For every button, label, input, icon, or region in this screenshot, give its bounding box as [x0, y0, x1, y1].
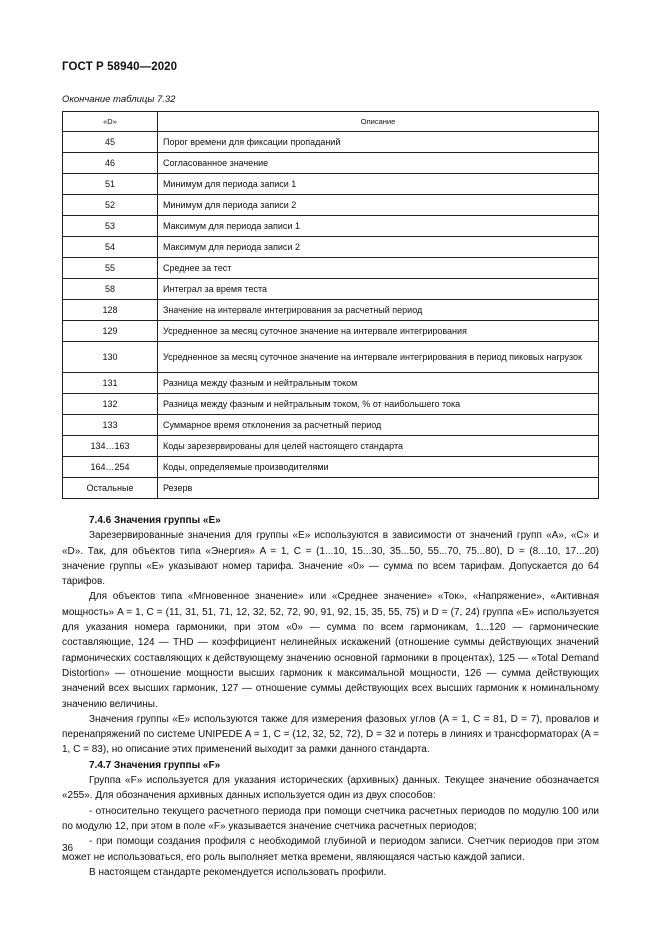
table-row: [63, 258, 599, 279]
code-cell: 129: [63, 321, 158, 342]
code-cell: 55: [63, 258, 158, 279]
codes-table: [62, 111, 599, 499]
description-cell: Максимум для периода записи 1: [158, 216, 599, 237]
code-cell: 46: [63, 153, 158, 174]
table-caption: Окончание таблицы 7.32: [62, 94, 176, 105]
description-cell: Суммарное время отклонения за расчетный период: [158, 415, 599, 436]
description-cell: Разница между фазным и нейтральным током, % от наибольшего тока: [158, 394, 599, 415]
code-cell: 132: [63, 394, 158, 415]
paragraph: Зарезервированные значения для группы «E» используются в зависимости от значений групп «A», «C» и «D». Так, для объектов типа «Энергия» A = 1, C = (1...10, 15...30, 35...50, 55...70, 75...80), D = (8...10, 17...20) значение группы «E» указывают номер тарифа. Значение «0» — сумма по всем тарифам. Допускается до 64 тарифов.: [62, 530, 599, 588]
description-cell: Резерв: [158, 478, 599, 499]
table-row: [63, 300, 599, 321]
column-header-description: Описание: [158, 112, 599, 132]
description-cell: Разница между фазным и нейтральным током: [158, 373, 599, 394]
code-cell: 130: [63, 342, 158, 373]
code-cell: 164…254: [63, 457, 158, 478]
code-cell: 54: [63, 237, 158, 258]
description-cell: Порог времени для фиксации пропаданий: [158, 132, 599, 153]
description-cell: Усредненное за месяц суточное значение на интервале интегрирования в период пиковых нагрузок: [158, 342, 599, 373]
code-cell: 134…163: [63, 436, 158, 457]
code-cell: Остальные: [63, 478, 158, 499]
body-text: [62, 513, 599, 880]
paragraph: Для объектов типа «Мгновенное значение» или «Среднее значение» «Ток», «Напряжение», «Активная мощность» A = 1, C = (11, 31, 51, 71, 12, 32, 52, 72, 90, 91, 92, 15, 35, 55, 75) и D = (7, 24) группа «E» используется для указания номера гармоники, при этом «0» — сумма по всем гармоникам, 1...120 — гармонические составляющие, 124 — THD — коэффициент нелинейных искажений (отношение суммы действующих значений гармонических составляющих к действующему значению основной гармоники в процентах), 125 — «Total Demand Distortion» — отношение мощности высших гармоник к максимальной мощности, 126 — сумма действующих значений всех высших гармоник, 127 — отношение суммы действующих всех высших гармоник к номинальному значению величины.: [62, 591, 599, 710]
table-body: [63, 132, 599, 499]
description-cell: Согласованное значение: [158, 153, 599, 174]
page-number: 36: [62, 843, 74, 854]
section-heading-7-4-6: 7.4.6 Значения группы «E»: [89, 515, 221, 526]
table-row: [63, 436, 599, 457]
table-header-row: [63, 112, 599, 132]
list-item: - относительно текущего расчетного периода при помощи счетчика расчетных периодов по модулю 100 или по модулю 12, при этом в поле «F» указывается значение счетчика расчетных периодов;: [62, 805, 599, 832]
table-row: [63, 153, 599, 174]
table-row: [63, 195, 599, 216]
table-row: [63, 415, 599, 436]
table-row: [63, 216, 599, 237]
description-cell: Усредненное за месяц суточное значение на интервале интегрирования: [158, 321, 599, 342]
table-row: [63, 132, 599, 153]
table-row: [63, 279, 599, 300]
description-cell: Коды зарезервированы для целей настоящего стандарта: [158, 436, 599, 457]
description-cell: Максимум для периода записи 2: [158, 237, 599, 258]
column-header-d: «D»: [63, 112, 158, 132]
table-row: [63, 342, 599, 373]
code-cell: 52: [63, 195, 158, 216]
description-cell: Минимум для периода записи 1: [158, 174, 599, 195]
paragraph: Группа «F» используется для указания исторических (архивных) данных. Текущее значение обозначается «255». Для обозначения архивных данных используется один из двух способов:: [62, 775, 599, 802]
list-item: - при помощи создания профиля с необходимой глубиной и периодом записи. Счетчик периодов при этом может не использоваться, его роль выполняет метка времени, являющаяся частью каждой записи.: [62, 836, 599, 863]
section-heading-7-4-7: 7.4.7 Значения группы «F»: [89, 759, 221, 771]
table-row: [63, 174, 599, 195]
code-cell: 58: [63, 279, 158, 300]
table-row: [63, 394, 599, 415]
paragraph: Значения группы «E» используются также для измерения фазовых углов (A = 1, C = 81, D = 7), провалов и перенапряжений по системе UNIPEDE A = 1, C = (12, 32, 52, 72), D = 32 и потерь в линиях и трансформаторах (A = 1, C = 83), но описание этих применений выходит за рамки данного стандарта.: [62, 713, 599, 756]
description-cell: Значение на интервале интегрирования за расчетный период: [158, 300, 599, 321]
code-cell: 51: [63, 174, 158, 195]
code-cell: 128: [63, 300, 158, 321]
standard-number: ГОСТ Р 58940—2020: [62, 61, 178, 73]
table-row: [63, 478, 599, 499]
code-cell: 133: [63, 415, 158, 436]
table-row: [63, 457, 599, 478]
table-row: [63, 373, 599, 394]
code-cell: 45: [63, 132, 158, 153]
paragraph: В настоящем стандарте рекомендуется использовать профили.: [89, 866, 387, 878]
description-cell: Интеграл за время теста: [158, 279, 599, 300]
description-cell: Коды, определяемые производителями: [158, 457, 599, 478]
code-cell: 53: [63, 216, 158, 237]
description-cell: Минимум для периода записи 2: [158, 195, 599, 216]
table-row: [63, 237, 599, 258]
description-cell: Среднее за тест: [158, 258, 599, 279]
table-row: [63, 321, 599, 342]
code-cell: 131: [63, 373, 158, 394]
